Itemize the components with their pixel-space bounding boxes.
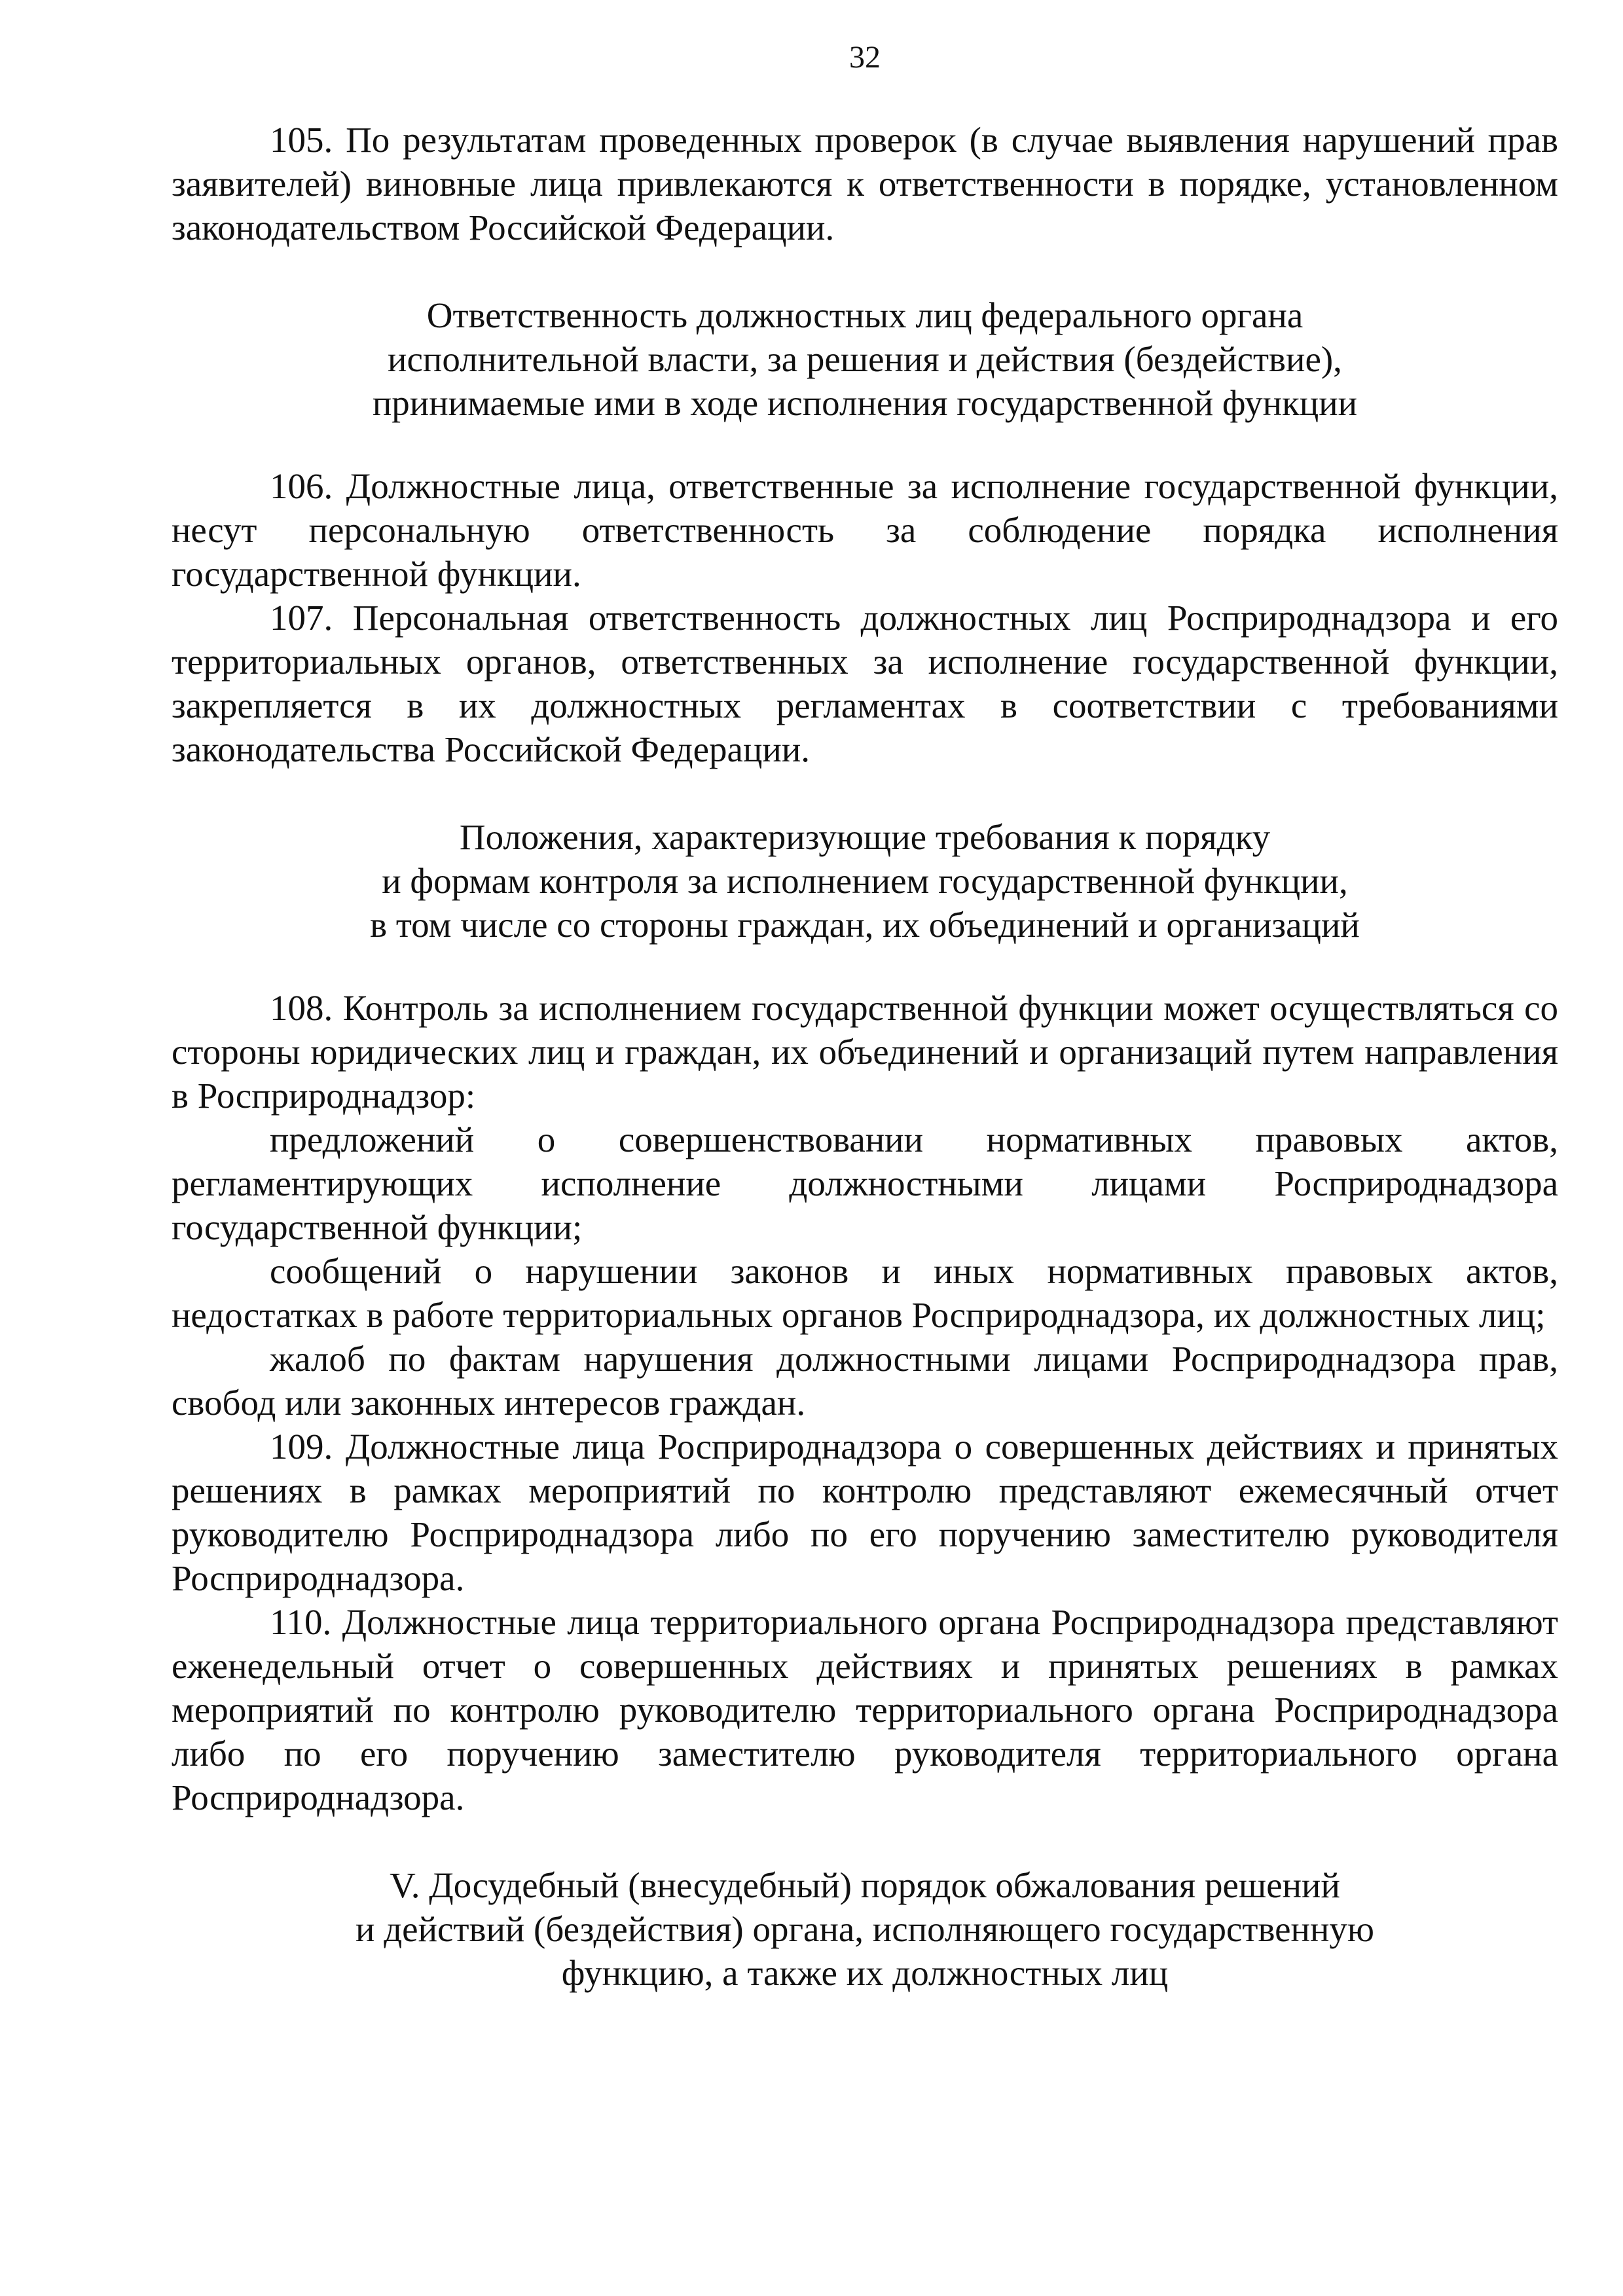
heading-line: V. Досудебный (внесудебный) порядок обжалования решений <box>390 1865 1340 1905</box>
paragraph-108: 108. Контроль за исполнением государственной функции может осуществляться со стороны юридических лиц и граждан, их объединений и организаций путем направления в Росприроднадзор: <box>172 988 1558 1116</box>
section-heading-appeal-procedure <box>211 1863 1519 1995</box>
paragraph-106: 106. Должностные лица, ответственные за исполнение государственной функции, несут персональную ответственность за соблюдение порядка исполнения государственной функции. <box>172 466 1558 594</box>
spacer <box>172 1819 1558 1863</box>
paragraph-108-item-proposals: предложений о совершенствовании нормативных правовых актов, регламентирующих исполнение должностными лицами Росприроднадзора государственной функции; <box>172 1120 1558 1247</box>
paragraph-108-item-complaints: жалоб по фактам нарушения должностными лицами Росприроднадзора прав, свобод или законных интересов граждан. <box>172 1339 1558 1423</box>
spacer <box>172 249 1558 293</box>
heading-line: Ответственность должностных лиц федерального органа <box>426 295 1304 335</box>
page-number: 32 <box>849 40 881 75</box>
heading-line: и формам контроля за исполнением государственной функции, <box>382 861 1348 901</box>
paragraph-107: 107. Персональная ответственность должностных лиц Росприроднадзора и его территориальных органов, ответственных за исполнение государственной функции, закрепляется в их должностных регламентах в соответствии с требованиями законодательства Российской Федерации. <box>172 598 1558 769</box>
paragraph-108-item-reports: сообщений о нарушении законов и иных нормативных правовых актов, недостатках в работе территориальных органов Росприроднадзора, их должностных лиц; <box>172 1251 1558 1335</box>
heading-line: функцию, а также их должностных лиц <box>561 1953 1169 1993</box>
section-heading-responsibility <box>211 293 1519 425</box>
spacer <box>172 425 1558 464</box>
paragraph-105: 105. По результатам проведенных проверок (в случае выявления нарушений прав заявителей) виновные лица привлекаются к ответственности в порядке, установленном законодательством Российской Федерации. <box>172 120 1558 247</box>
paragraph-110: 110. Должностные лица территориального органа Росприроднадзора представляют еженедельный отчет о совершенных действиях и принятых решениях в рамках мероприятий по контролю руководителю территориального органа Росприроднадзора либо по его поручению заместителю руководителя территориального органа Росприроднадзора. <box>172 1602 1558 1817</box>
heading-line: принимаемые ими в ходе исполнения государственной функции <box>372 383 1358 423</box>
heading-line: в том числе со стороны граждан, их объединений и организаций <box>370 905 1360 945</box>
section-heading-control-forms <box>211 815 1519 947</box>
document-body <box>172 118 1558 1995</box>
heading-line: и действий (бездействия) органа, исполняющего государственную <box>356 1909 1374 1949</box>
paragraph-109: 109. Должностные лица Росприроднадзора о совершенных действиях и принятых решениях в рамках мероприятий по контролю представляют ежемесячный отчет руководителю Росприроднадзора либо по его поручению заместителю руководителя Росприроднадзора. <box>172 1427 1558 1598</box>
heading-line: исполнительной власти, за решения и действия (бездействие), <box>388 339 1342 379</box>
heading-line: Положения, характеризующие требования к порядку <box>459 817 1271 857</box>
spacer <box>172 947 1558 986</box>
spacer <box>172 771 1558 815</box>
document-page <box>172 0 1558 2296</box>
